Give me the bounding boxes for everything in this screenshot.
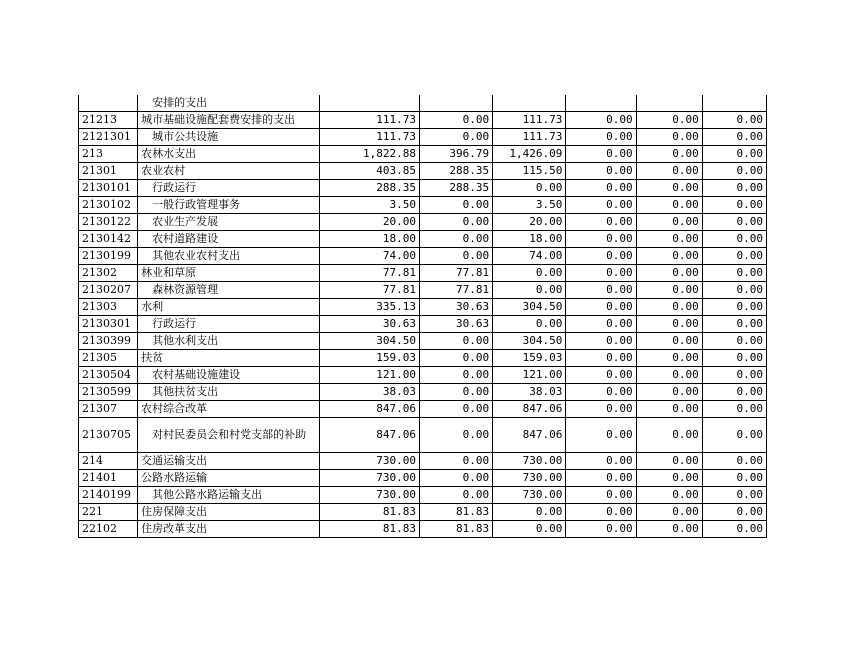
value-cell: 0.00 [636,129,702,146]
code-cell: 213 [79,146,138,163]
table-row [79,112,767,129]
value-cell [702,95,766,112]
value-cell: 18.00 [493,231,566,248]
value-cell: 0.00 [566,316,636,333]
name-cell: 其他扶贫支出 [138,384,320,401]
name-cell: 住房保障支出 [138,504,320,521]
value-cell: 81.83 [419,521,492,538]
value-cell: 0.00 [636,214,702,231]
value-cell: 0.00 [566,333,636,350]
value-cell: 304.50 [493,333,566,350]
value-cell: 335.13 [319,299,419,316]
value-cell: 0.00 [636,521,702,538]
value-cell: 111.73 [319,129,419,146]
value-cell: 847.06 [493,418,566,453]
value-cell: 111.73 [319,112,419,129]
value-cell: 0.00 [419,418,492,453]
code-cell: 2130122 [79,214,138,231]
value-cell: 74.00 [319,248,419,265]
table-row [79,197,767,214]
value-cell: 0.00 [702,180,766,197]
value-cell [319,95,419,112]
value-cell: 0.00 [419,470,492,487]
value-cell: 74.00 [493,248,566,265]
value-cell: 847.06 [319,401,419,418]
name-cell: 林业和草原 [138,265,320,282]
value-cell: 0.00 [419,214,492,231]
value-cell: 0.00 [636,470,702,487]
value-cell: 0.00 [636,163,702,180]
value-cell: 0.00 [419,231,492,248]
name-cell: 农业生产发展 [138,214,320,231]
name-cell: 其他水利支出 [138,333,320,350]
value-cell: 0.00 [636,197,702,214]
value-cell: 1,426.09 [493,146,566,163]
table-row [79,129,767,146]
value-cell: 0.00 [636,299,702,316]
value-cell: 288.35 [419,180,492,197]
value-cell: 0.00 [702,146,766,163]
name-cell: 农村道路建设 [138,231,320,248]
value-cell: 0.00 [419,197,492,214]
table-row [79,248,767,265]
value-cell: 0.00 [566,248,636,265]
code-cell: 21305 [79,350,138,367]
value-cell: 0.00 [566,299,636,316]
value-cell [566,95,636,112]
value-cell: 0.00 [702,384,766,401]
value-cell: 0.00 [493,265,566,282]
value-cell: 0.00 [636,350,702,367]
value-cell: 115.50 [493,163,566,180]
value-cell: 0.00 [636,316,702,333]
value-cell: 0.00 [566,112,636,129]
value-cell: 847.06 [319,418,419,453]
value-cell: 730.00 [493,453,566,470]
value-cell: 0.00 [419,453,492,470]
value-cell: 0.00 [702,214,766,231]
code-cell: 21301 [79,163,138,180]
table-row [79,231,767,248]
name-cell: 农林水支出 [138,146,320,163]
value-cell: 0.00 [566,384,636,401]
value-cell: 0.00 [702,453,766,470]
value-cell: 730.00 [319,470,419,487]
value-cell [419,95,492,112]
value-cell: 0.00 [636,112,702,129]
value-cell: 0.00 [419,112,492,129]
value-cell: 0.00 [636,265,702,282]
value-cell: 159.03 [493,350,566,367]
value-cell: 38.03 [319,384,419,401]
value-cell: 0.00 [566,504,636,521]
value-cell: 0.00 [566,401,636,418]
value-cell: 0.00 [636,180,702,197]
table-row [79,504,767,521]
value-cell: 304.50 [319,333,419,350]
value-cell: 0.00 [566,350,636,367]
name-cell: 农村综合改革 [138,401,320,418]
value-cell: 730.00 [493,487,566,504]
value-cell: 0.00 [702,248,766,265]
value-cell: 730.00 [493,470,566,487]
value-cell: 0.00 [636,333,702,350]
value-cell: 0.00 [493,282,566,299]
value-cell: 0.00 [702,265,766,282]
value-cell: 0.00 [419,129,492,146]
value-cell: 0.00 [566,163,636,180]
name-cell: 农村基础设施建设 [138,367,320,384]
name-cell: 行政运行 [138,180,320,197]
value-cell: 0.00 [493,180,566,197]
code-cell: 2130102 [79,197,138,214]
value-cell: 0.00 [702,316,766,333]
code-cell [79,95,138,112]
code-cell: 21213 [79,112,138,129]
name-cell: 对村民委员会和村党支部的补助 [138,418,320,453]
value-cell: 0.00 [566,418,636,453]
code-cell: 2130199 [79,248,138,265]
name-cell: 交通运输支出 [138,453,320,470]
value-cell: 81.83 [319,521,419,538]
value-cell: 0.00 [566,265,636,282]
budget-table [78,95,767,538]
name-cell: 城市公共设施 [138,129,320,146]
table-row [79,299,767,316]
value-cell: 0.00 [566,470,636,487]
code-cell: 2130705 [79,418,138,453]
value-cell: 0.00 [566,180,636,197]
value-cell: 0.00 [702,470,766,487]
value-cell: 730.00 [319,453,419,470]
table-row [79,453,767,470]
value-cell: 0.00 [636,384,702,401]
table-row [79,401,767,418]
value-cell: 0.00 [636,282,702,299]
value-cell: 20.00 [319,214,419,231]
table-row [79,521,767,538]
value-cell [636,95,702,112]
value-cell: 0.00 [566,197,636,214]
value-cell: 0.00 [702,129,766,146]
table-row [79,146,767,163]
table-row [79,384,767,401]
value-cell: 0.00 [702,197,766,214]
value-cell: 403.85 [319,163,419,180]
value-cell: 81.83 [419,504,492,521]
value-cell: 396.79 [419,146,492,163]
value-cell: 0.00 [493,316,566,333]
value-cell: 77.81 [419,265,492,282]
value-cell: 288.35 [419,163,492,180]
value-cell: 0.00 [493,521,566,538]
code-cell: 2140199 [79,487,138,504]
value-cell: 0.00 [636,146,702,163]
name-cell: 行政运行 [138,316,320,333]
value-cell: 0.00 [566,146,636,163]
value-cell: 0.00 [702,487,766,504]
value-cell: 0.00 [493,504,566,521]
value-cell: 30.63 [419,316,492,333]
code-cell: 214 [79,453,138,470]
code-cell: 2130207 [79,282,138,299]
code-cell: 2130399 [79,333,138,350]
name-cell: 住房改革支出 [138,521,320,538]
code-cell: 2121301 [79,129,138,146]
value-cell: 0.00 [702,504,766,521]
value-cell: 111.73 [493,129,566,146]
value-cell: 0.00 [636,487,702,504]
value-cell: 30.63 [419,299,492,316]
value-cell: 0.00 [419,350,492,367]
name-cell: 公路水路运输 [138,470,320,487]
table-row [79,367,767,384]
table-row [79,265,767,282]
code-cell: 21302 [79,265,138,282]
value-cell: 0.00 [702,112,766,129]
value-cell: 0.00 [419,333,492,350]
value-cell: 0.00 [419,401,492,418]
value-cell: 0.00 [636,248,702,265]
code-cell: 2130101 [79,180,138,197]
value-cell: 121.00 [319,367,419,384]
name-cell: 其他公路水路运输支出 [138,487,320,504]
value-cell: 0.00 [702,299,766,316]
value-cell: 0.00 [419,384,492,401]
value-cell: 288.35 [319,180,419,197]
value-cell: 0.00 [566,521,636,538]
value-cell: 0.00 [702,333,766,350]
value-cell: 0.00 [702,282,766,299]
continuation-row [79,95,767,112]
value-cell: 730.00 [319,487,419,504]
name-cell: 其他农业农村支出 [138,248,320,265]
value-cell: 38.03 [493,384,566,401]
value-cell: 0.00 [702,521,766,538]
value-cell: 0.00 [419,367,492,384]
value-cell: 0.00 [702,418,766,453]
value-cell: 81.83 [319,504,419,521]
table-row [79,350,767,367]
value-cell: 0.00 [566,231,636,248]
value-cell: 77.81 [419,282,492,299]
table-row [79,180,767,197]
value-cell: 159.03 [319,350,419,367]
value-cell: 121.00 [493,367,566,384]
table-row [79,333,767,350]
value-cell: 0.00 [702,231,766,248]
code-cell: 2130599 [79,384,138,401]
name-cell: 农业农村 [138,163,320,180]
value-cell: 0.00 [636,453,702,470]
value-cell: 0.00 [636,367,702,384]
value-cell: 0.00 [702,350,766,367]
value-cell: 111.73 [493,112,566,129]
name-cell: 安排的支出 [138,95,320,112]
value-cell: 847.06 [493,401,566,418]
value-cell: 0.00 [419,248,492,265]
name-cell: 扶贫 [138,350,320,367]
value-cell: 0.00 [702,163,766,180]
code-cell: 21303 [79,299,138,316]
value-cell: 0.00 [419,487,492,504]
value-cell: 0.00 [566,282,636,299]
code-cell: 2130301 [79,316,138,333]
value-cell: 77.81 [319,282,419,299]
value-cell: 0.00 [566,487,636,504]
code-cell: 21307 [79,401,138,418]
value-cell: 20.00 [493,214,566,231]
value-cell: 0.00 [636,504,702,521]
value-cell: 0.00 [636,401,702,418]
value-cell: 0.00 [702,367,766,384]
value-cell: 0.00 [566,367,636,384]
value-cell: 77.81 [319,265,419,282]
value-cell: 0.00 [702,401,766,418]
code-cell: 22102 [79,521,138,538]
table-row [79,470,767,487]
name-cell: 一般行政管理事务 [138,197,320,214]
value-cell: 0.00 [566,453,636,470]
table-row [79,282,767,299]
name-cell: 水利 [138,299,320,316]
code-cell: 221 [79,504,138,521]
value-cell: 0.00 [566,214,636,231]
value-cell: 0.00 [636,231,702,248]
table-row [79,316,767,333]
value-cell: 0.00 [566,129,636,146]
value-cell: 30.63 [319,316,419,333]
value-cell: 3.50 [319,197,419,214]
name-cell: 城市基础设施配套费安排的支出 [138,112,320,129]
code-cell: 2130142 [79,231,138,248]
table-row [79,418,767,453]
value-cell: 3.50 [493,197,566,214]
value-cell: 0.00 [636,418,702,453]
value-cell: 1,822.88 [319,146,419,163]
budget-table-body [79,95,767,538]
table-row [79,214,767,231]
table-row [79,163,767,180]
value-cell [493,95,566,112]
code-cell: 21401 [79,470,138,487]
value-cell: 18.00 [319,231,419,248]
table-row [79,487,767,504]
code-cell: 2130504 [79,367,138,384]
value-cell: 304.50 [493,299,566,316]
name-cell: 森林资源管理 [138,282,320,299]
